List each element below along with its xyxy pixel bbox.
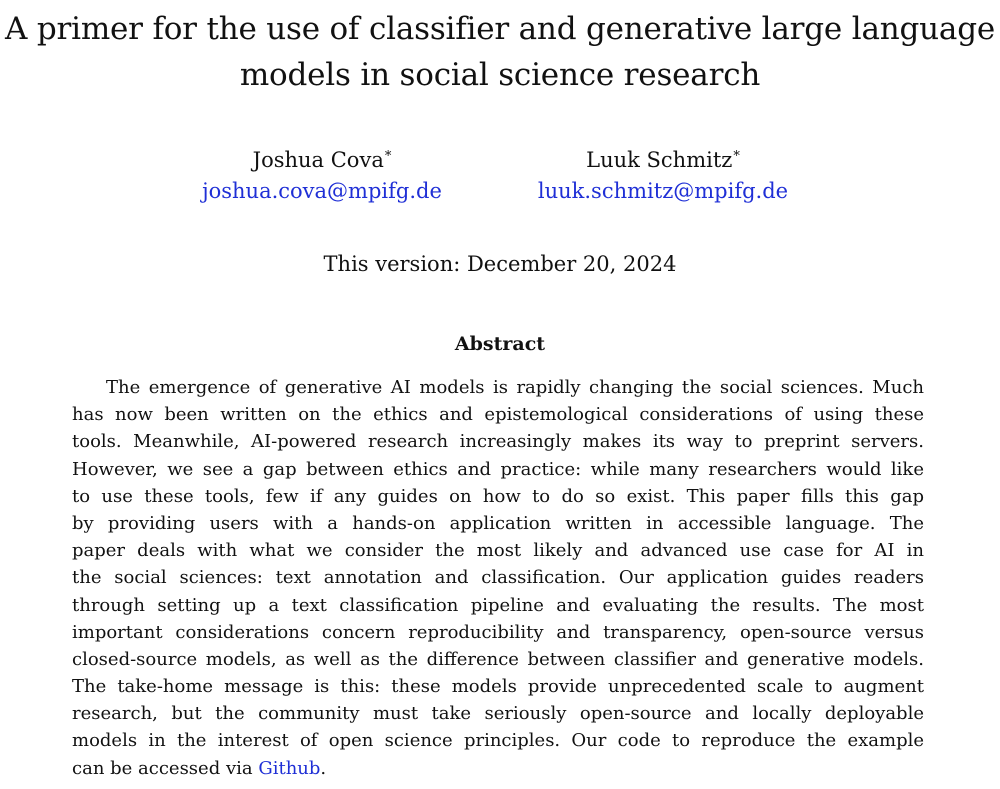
abstract-line: through setting up a text classification pipeline and evaluating the results. The most bbox=[72, 594, 924, 616]
version-date: This version: December 20, 2024 bbox=[323, 252, 677, 276]
author-email-link[interactable]: joshua.cova@mpifg.de bbox=[202, 179, 442, 203]
paper-title bbox=[0, 6, 1000, 98]
abstract-line: to use these tools, few if any guides on how to do so exist. This paper fills this gap bbox=[72, 485, 924, 507]
abstract-last-line: can be accessed via Github. bbox=[72, 757, 327, 779]
abstract-line: has now been written on the ethics and epistemological considerations of using these bbox=[72, 404, 924, 426]
github-link[interactable]: Github bbox=[258, 757, 321, 779]
abstract-line: research, but the community must take seriously open-source and locally deployable bbox=[72, 703, 924, 725]
author-name: Luuk Schmitz* bbox=[586, 148, 740, 172]
abstract-line: the social sciences: text annotation and classification. Our application guides readers bbox=[72, 567, 924, 589]
abstract-line: The emergence of generative AI models is rapidly changing the social sciences. Much bbox=[106, 377, 924, 398]
author-footnote-mark: * bbox=[733, 149, 740, 164]
abstract-line: The take-home message is this: these models provide unprecedented scale to augment bbox=[72, 676, 924, 698]
title-line-1: A primer for the use of classifier and generative large language bbox=[5, 11, 995, 47]
abstract-line: However, we see a gap between ethics and practice: while many researchers would like bbox=[72, 458, 924, 480]
abstract-line: important considerations concern reproducibility and transparency, open-source versus bbox=[72, 621, 924, 643]
abstract-line: closed-source models, as well as the difference between classifier and generative models. bbox=[72, 648, 924, 670]
author-block bbox=[0, 144, 1000, 214]
abstract-body bbox=[72, 374, 924, 782]
abstract-line: tools. Meanwhile, AI-powered research increasingly makes its way to preprint servers. bbox=[72, 431, 924, 453]
author-email-link[interactable]: luuk.schmitz@mpifg.de bbox=[537, 179, 789, 203]
abstract-line: by providing users with a hands-on application written in accessible language. The bbox=[72, 512, 924, 534]
author-2 bbox=[503, 144, 823, 206]
author-footnote-mark: * bbox=[384, 149, 392, 164]
title-line-2: models in social science research bbox=[239, 57, 761, 93]
author-name: Joshua Cova* bbox=[252, 148, 392, 172]
abstract-line: models in the interest of open science principles. Our code to reproduce the example bbox=[72, 730, 924, 752]
author-1 bbox=[162, 144, 482, 206]
abstract-heading: Abstract bbox=[454, 333, 546, 355]
abstract-line: paper deals with what we consider the most likely and advanced use case for AI in bbox=[72, 540, 924, 562]
